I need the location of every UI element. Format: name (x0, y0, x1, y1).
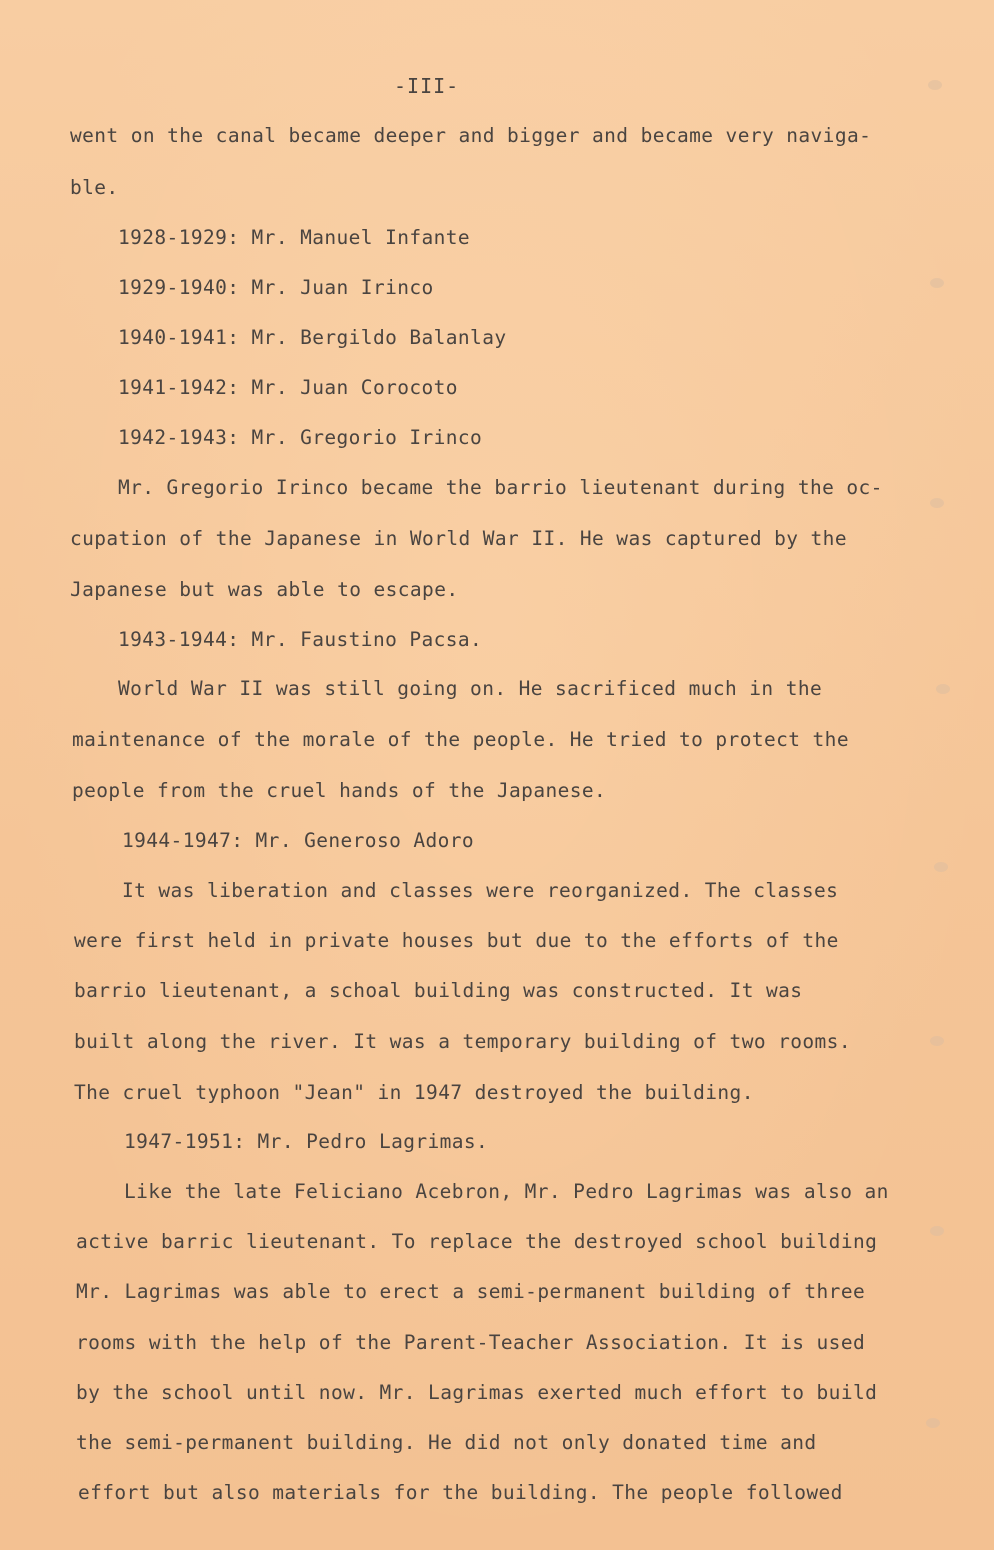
paper-speck (926, 1418, 940, 1428)
paper-speck (934, 862, 948, 872)
page-number: -III- (394, 74, 460, 98)
text-line-17: were first held in private houses but due to the efforts of the (74, 929, 839, 952)
text-line-8: Mr. Gregorio Irinco became the barrio lieutenant during the oc- (118, 476, 883, 499)
text-line-26: by the school until now. Mr. Lagrimas exerted much effort to build (76, 1381, 878, 1404)
paper-speck (930, 278, 944, 288)
paper-speck (936, 684, 950, 694)
text-line-25: rooms with the help of the Parent-Teacher Association. It is used (76, 1331, 866, 1354)
text-line-2: ble. (70, 176, 119, 199)
term-line-1929: 1929-1940: Mr. Juan Irinco (118, 276, 434, 299)
text-line-18: barrio lieutenant, a schoal building was constructed. It was (74, 979, 803, 1002)
text-line-9: cupation of the Japanese in World War II. He was captured by the (70, 527, 847, 550)
text-line-20: The cruel typhoon "Jean" in 1947 destroyed the building. (74, 1081, 754, 1104)
text-line-13: maintenance of the morale of the people. He tried to protect the (72, 728, 849, 751)
paper-speck (928, 80, 942, 90)
term-line-1944: 1944-1947: Mr. Generoso Adoro (122, 829, 475, 852)
text-line-12: World War II was still going on. He sacrificed much in the (118, 677, 823, 700)
text-line-22: Like the late Feliciano Acebron, Mr. Pedro Lagrimas was also an (124, 1180, 889, 1203)
term-line-1940: 1940-1941: Mr. Bergildo Balanlay (118, 326, 507, 349)
term-line-1928: 1928-1929: Mr. Manuel Infante (118, 226, 471, 249)
text-line-19: built along the river. It was a temporary building of two rooms. (74, 1030, 851, 1053)
text-line-16: It was liberation and classes were reorganized. The classes (122, 879, 839, 902)
text-line-23: active barric lieutenant. To replace the destroyed school building (76, 1230, 878, 1253)
paper-speck (930, 498, 944, 508)
term-line-1941: 1941-1942: Mr. Juan Corocoto (118, 376, 458, 399)
term-line-1942: 1942-1943: Mr. Gregorio Irinco (118, 426, 483, 449)
text-line-24: Mr. Lagrimas was able to erect a semi-permanent building of three (76, 1280, 866, 1303)
text-line-27: the semi-permanent building. He did not only donated time and (76, 1431, 817, 1454)
text-line-28: effort but also materials for the building. The people followed (78, 1481, 843, 1504)
paper-speck (930, 1226, 944, 1236)
text-line-14: people from the cruel hands of the Japanese. (72, 779, 607, 802)
text-line-1: went on the canal became deeper and bigger and became very naviga- (70, 124, 872, 147)
term-line-1947: 1947-1951: Mr. Pedro Lagrimas. (124, 1130, 489, 1153)
term-line-1943: 1943-1944: Mr. Faustino Pacsa. (118, 628, 483, 651)
paper-speck (930, 1036, 944, 1046)
text-line-10: Japanese but was able to escape. (70, 578, 459, 601)
